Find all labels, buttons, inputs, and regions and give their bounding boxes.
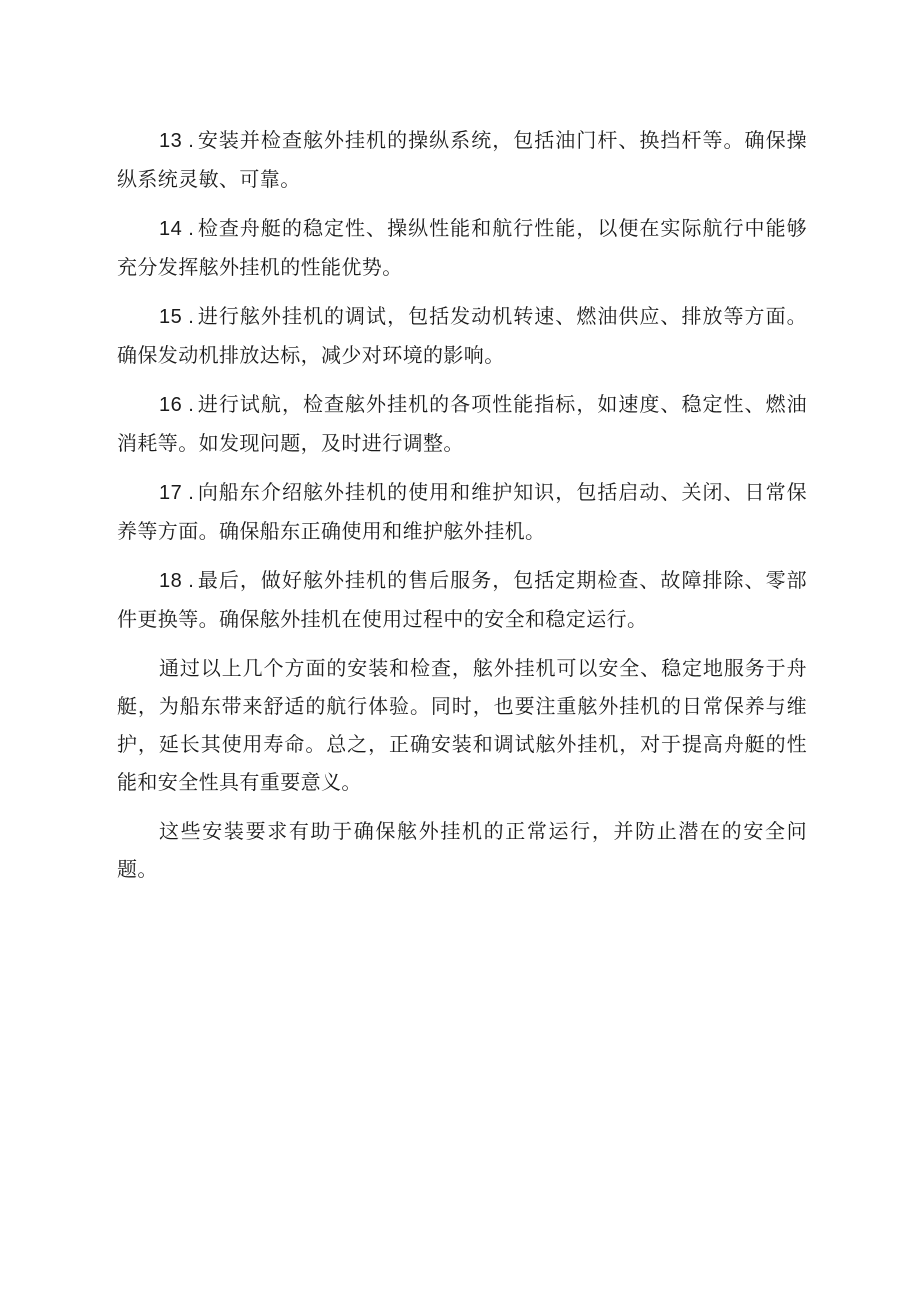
item-number: 14	[159, 218, 183, 240]
list-item-15	[117, 297, 807, 374]
document-body	[117, 121, 807, 899]
item-number: 13	[159, 130, 183, 152]
summary-paragraph: 通过以上几个方面的安装和检查，舷外挂机可以安全、稳定地服务于舟艇，为船东带来舒适的航行体验。同时，也要注重舷外挂机的日常保养与维护，延长其使用寿命。总之，正确安装和调试舷外挂机，对于提高舟艇的性能和安全性具有重要意义。	[117, 656, 807, 794]
list-item-16	[117, 385, 807, 462]
item-number: 17	[159, 482, 183, 504]
item-number: 16	[159, 394, 183, 416]
item-number: 15	[159, 306, 183, 328]
item-separator: .	[188, 306, 195, 328]
list-item-18	[117, 561, 807, 638]
item-separator: .	[188, 394, 195, 416]
item-text: 向船东介绍舷外挂机的使用和维护知识，包括启动、关闭、日常保养等方面。确保船东正确使用和维护舷外挂机。	[117, 480, 807, 543]
list-item-13	[117, 121, 807, 198]
item-separator: .	[188, 218, 195, 240]
item-separator: .	[188, 482, 195, 504]
item-text: 进行试航，检查舷外挂机的各项性能指标，如速度、稳定性、燃油消耗等。如发现问题，及时进行调整。	[117, 392, 807, 455]
closing-paragraph: 这些安装要求有助于确保舷外挂机的正常运行，并防止潜在的安全问题。	[117, 819, 807, 881]
list-item-14	[117, 209, 807, 286]
item-separator: .	[188, 570, 195, 592]
item-separator: .	[188, 130, 195, 152]
item-text: 最后，做好舷外挂机的售后服务，包括定期检查、故障排除、零部件更换等。确保舷外挂机在使用过程中的安全和稳定运行。	[117, 568, 807, 631]
item-text: 安装并检查舷外挂机的操纵系统，包括油门杆、换挡杆等。确保操纵系统灵敏、可靠。	[117, 128, 807, 191]
item-text: 进行舷外挂机的调试，包括发动机转速、燃油供应、排放等方面。确保发动机排放达标，减少对环境的影响。	[117, 304, 807, 367]
list-item-17	[117, 473, 807, 550]
item-number: 18	[159, 570, 183, 592]
item-text: 检查舟艇的稳定性、操纵性能和航行性能，以便在实际航行中能够充分发挥舷外挂机的性能优势。	[117, 216, 807, 279]
